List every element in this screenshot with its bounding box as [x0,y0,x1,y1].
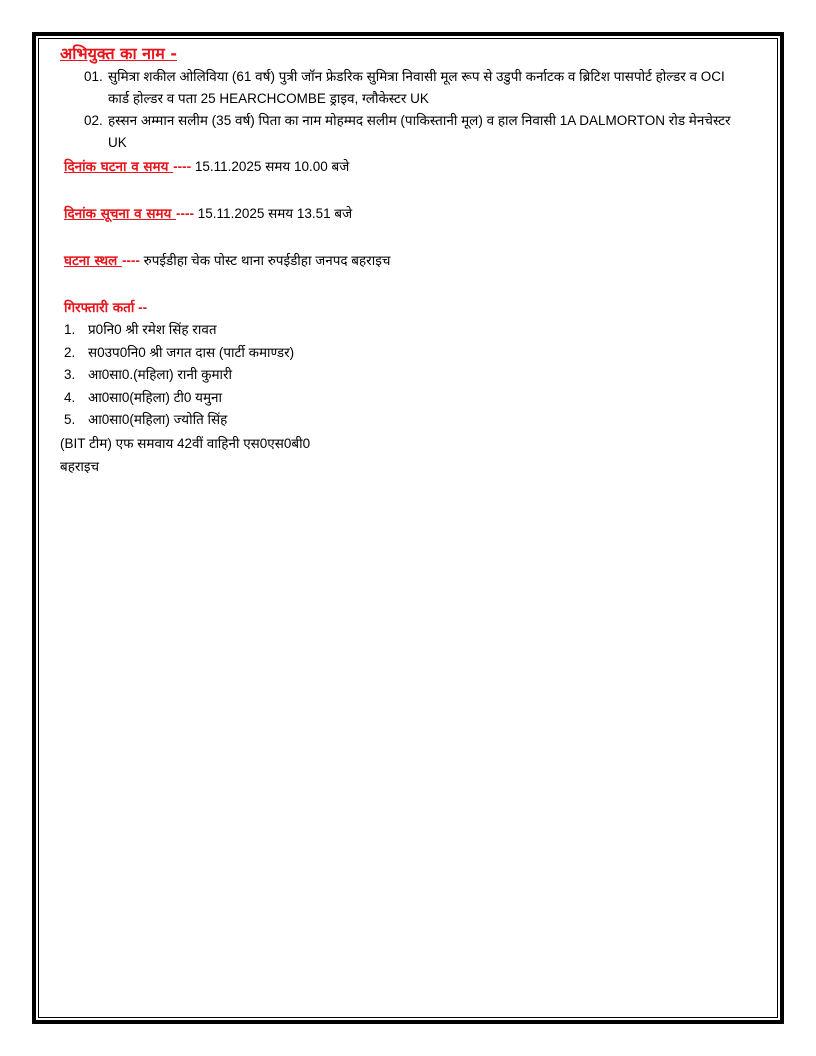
officer-name: आ0सा0(महिला) टी0 यमुना [88,389,223,405]
list-item [60,319,760,342]
accused-text: सुमित्रा शकील ओलिविया (61 वर्ष) पुत्री जॉन फ्रेडरिक सुमित्रा निवासी मूल रूप से उडुपी कर्नाटक व ब्रिटिश पासपोर्ट होल्डर व OCI कार्ड होल्डर व पता 25 HEARCHCOMBE ड्राइव, ग्लौकेस्टर UK [108,69,725,106]
report-datetime-label: दिनांक सूचना व समय [64,206,177,222]
incident-place-label: घटना स्थल [64,253,122,269]
arresting-team-heading-row [64,297,760,319]
officer-number: 2. [64,344,76,360]
report-datetime-row [64,203,760,225]
accused-number: 01. [84,69,103,84]
incident-datetime-value: 15.11.2025 समय 10.00 बजे [191,159,350,174]
list-item [60,110,760,154]
accused-number: 02. [84,113,103,128]
list-item [60,409,760,432]
arresting-team-section [60,297,760,478]
incident-place-value: रुपईडीहा चेक पोस्ट थाना रुपईडीहा जनपद बहराइच [139,253,391,268]
incident-datetime-row [64,156,760,178]
officer-number: 5. [64,412,76,427]
officer-name: स0उप0नि0 श्री जगत दास (पार्टी कमाण्डर) [88,344,295,360]
officer-name: आ0सा0.(महिला) रानी कुमारी [88,367,233,382]
report-datetime-value: 15.11.2025 समय 13.51 बजे [194,206,353,221]
officer-name: आ0सा0(महिला) ज्योति सिंह [88,412,228,427]
accused-heading: अभियुक्त का नाम - [60,44,177,63]
team-location-line: बहराइच [60,458,100,474]
accused-section [60,42,760,154]
list-item [60,387,760,410]
list-item [60,342,760,365]
officer-number: 3. [64,367,76,382]
officer-name: प्र0नि0 श्री रमेश सिंह रावत [88,322,217,337]
report-datetime-dash: ---- [176,206,195,221]
arresting-team-dash: -- [134,300,148,315]
accused-text: हस्सन अम्मान सलीम (35 वर्ष) पिता का नाम मोहम्मद सलीम (पाकिस्तानी मूल) व हाल निवासी 1A DALMORTON रोड मेनचेस्टर UK [108,113,731,150]
accused-list [60,66,760,154]
incident-datetime-label: दिनांक घटना व समय [64,159,174,175]
incident-datetime-dash: ---- [173,159,192,174]
incident-place-row [64,250,760,272]
list-item [60,66,760,110]
team-unit-line: (BIT टीम) एफ समवाय 42वीं वाहिनी एस0एस0बी0 [60,435,311,451]
incident-place-dash: ---- [121,253,140,268]
officer-list [60,319,760,432]
list-item [60,364,760,387]
document-body [60,42,760,478]
officer-number: 1. [64,322,76,337]
officer-number: 4. [64,389,76,405]
arresting-team-label: गिरफ्तारी कर्ता [64,300,135,316]
